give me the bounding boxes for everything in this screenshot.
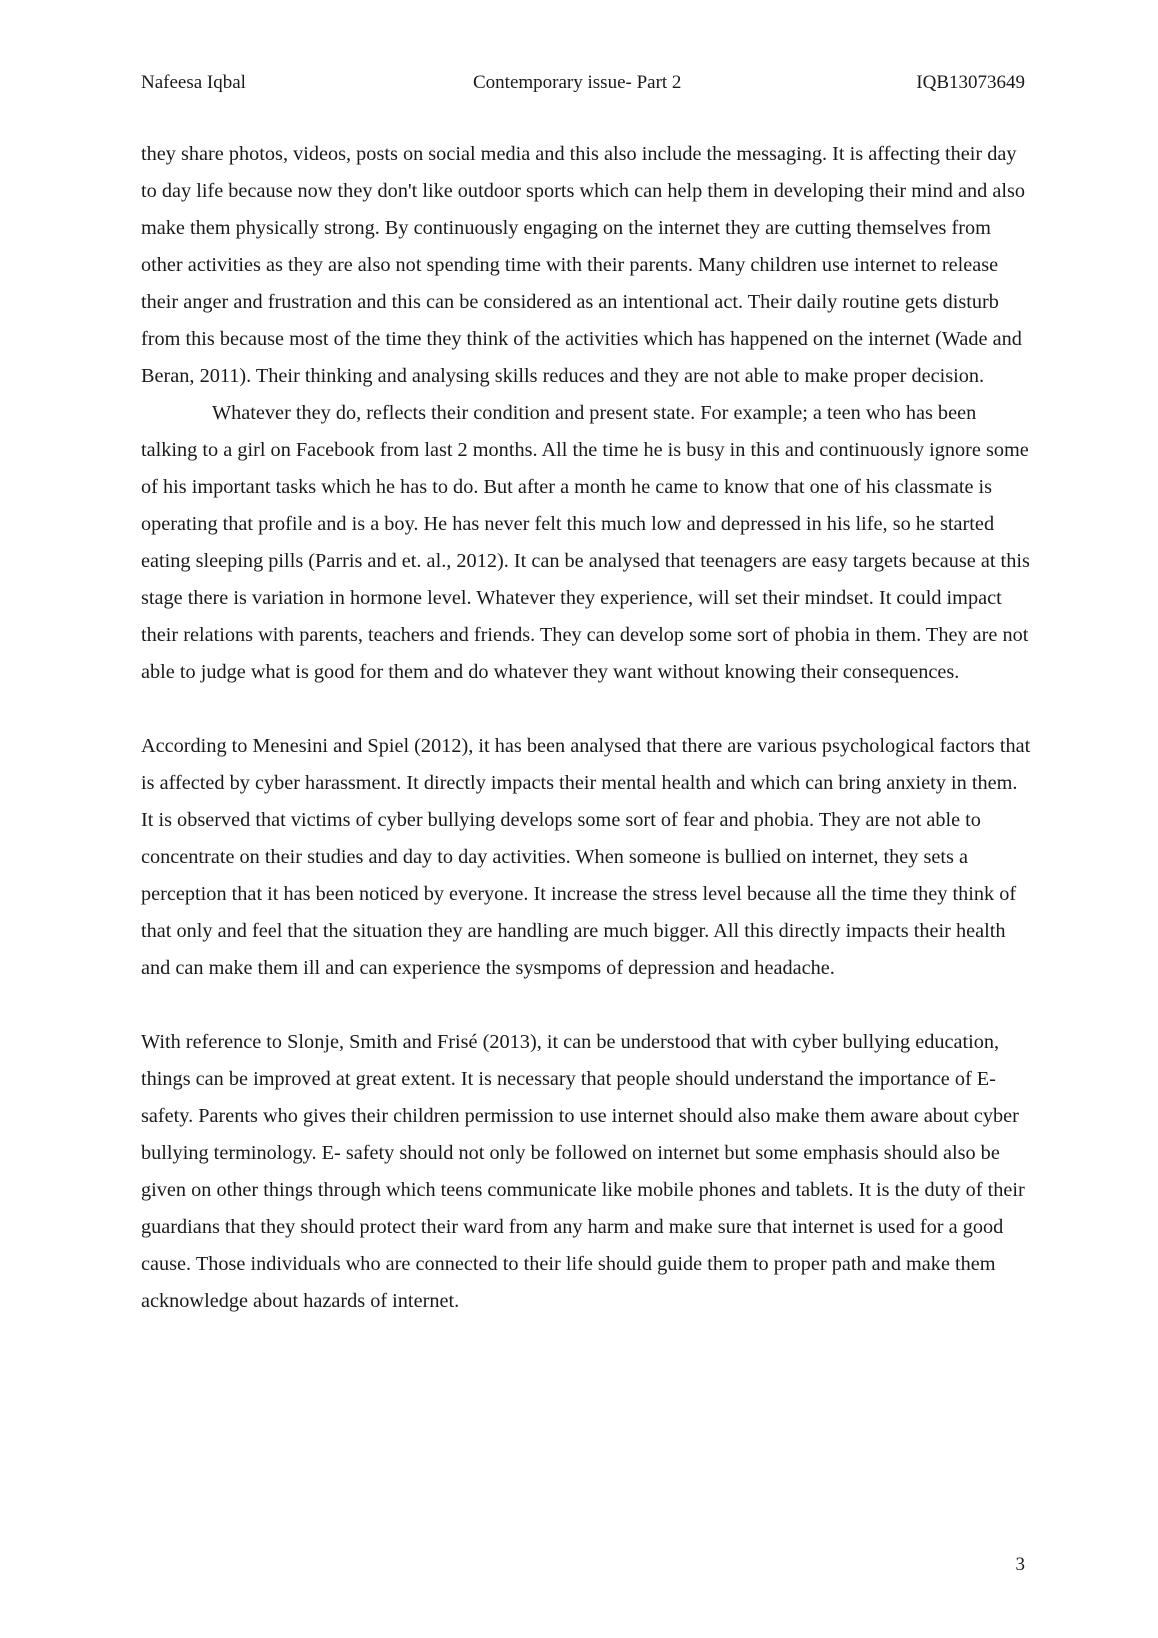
document-body (141, 136, 1031, 1320)
paragraph-continuation: they share photos, videos, posts on social media and this also include the messaging. It is affecting their day to day life because now they don't like outdoor sports which can help them in developing their mind and also make them physically strong. By continuously engaging on the internet they are cutting themselves from other activities as they are also not spending time with their parents. Many children use internet to release their anger and frustration and this can be considered as an intentional act. Their daily routine gets disturb from this because most of the time they think of the activities which has happened on the internet (Wade and Beran, 2011). Their thinking and analysing skills reduces and they are not able to make proper decision. (141, 142, 1025, 387)
header-student-id: IQB13073649 (916, 72, 1025, 93)
page-header (141, 70, 1025, 96)
paragraph-slonje: With reference to Slonje, Smith and Frisé (2013), it can be understood that with cyber bullying education, things can be improved at great extent. It is necessary that people should understand the importance of E-safety. Parents who gives their children permission to use internet should also make them aware about cyber bullying terminology. E- safety should not only be followed on internet but some emphasis should also be given on other things through which teens communicate like mobile phones and tablets. It is the duty of their guardians that they should protect their ward from any harm and make sure that internet is used for a good cause. Those individuals who are connected to their life should guide them to proper path and make them acknowledge about hazards of internet. (141, 1030, 1025, 1312)
paragraph-menesini: According to Menesini and Spiel (2012), it has been analysed that there are various psychological factors that is affected by cyber harassment. It directly impacts their mental health and which can bring anxiety in them. It is observed that victims of cyber bullying develops some sort of fear and phobia. They are not able to concentrate on their studies and day to day activities. When someone is bullied on internet, they sets a perception that it has been noticed by everyone. It increase the stress level because all the time they think of that only and feel that the situation they are handling are much bigger. All this directly impacts their health and can make them ill and can experience the sysmpoms of depression and headache. (141, 734, 1031, 979)
header-author: Nafeesa Iqbal (141, 72, 246, 93)
header-title: Contemporary issue- Part 2 (473, 72, 682, 93)
paragraph-example: Whatever they do, reflects their condition and present state. For example; a teen who has been talking to a girl on Facebook from last 2 months. All the time he is busy in this and continuously ignore some of his important tasks which he has to do. But after a month he came to know that one of his classmate is operating that profile and is a boy. He has never felt this much low and depressed in his life, so he started eating sleeping pills (Parris and et. al., 2012). It can be analysed that teenagers are easy targets because at this stage there is variation in hormone level. Whatever they experience, will set their mindset. It could impact their relations with parents, teachers and friends. They can develop some sort of phobia in them. They are not able to judge what is good for them and do whatever they want without knowing their consequences. (141, 401, 1030, 683)
page-number: 3 (1015, 1554, 1025, 1575)
